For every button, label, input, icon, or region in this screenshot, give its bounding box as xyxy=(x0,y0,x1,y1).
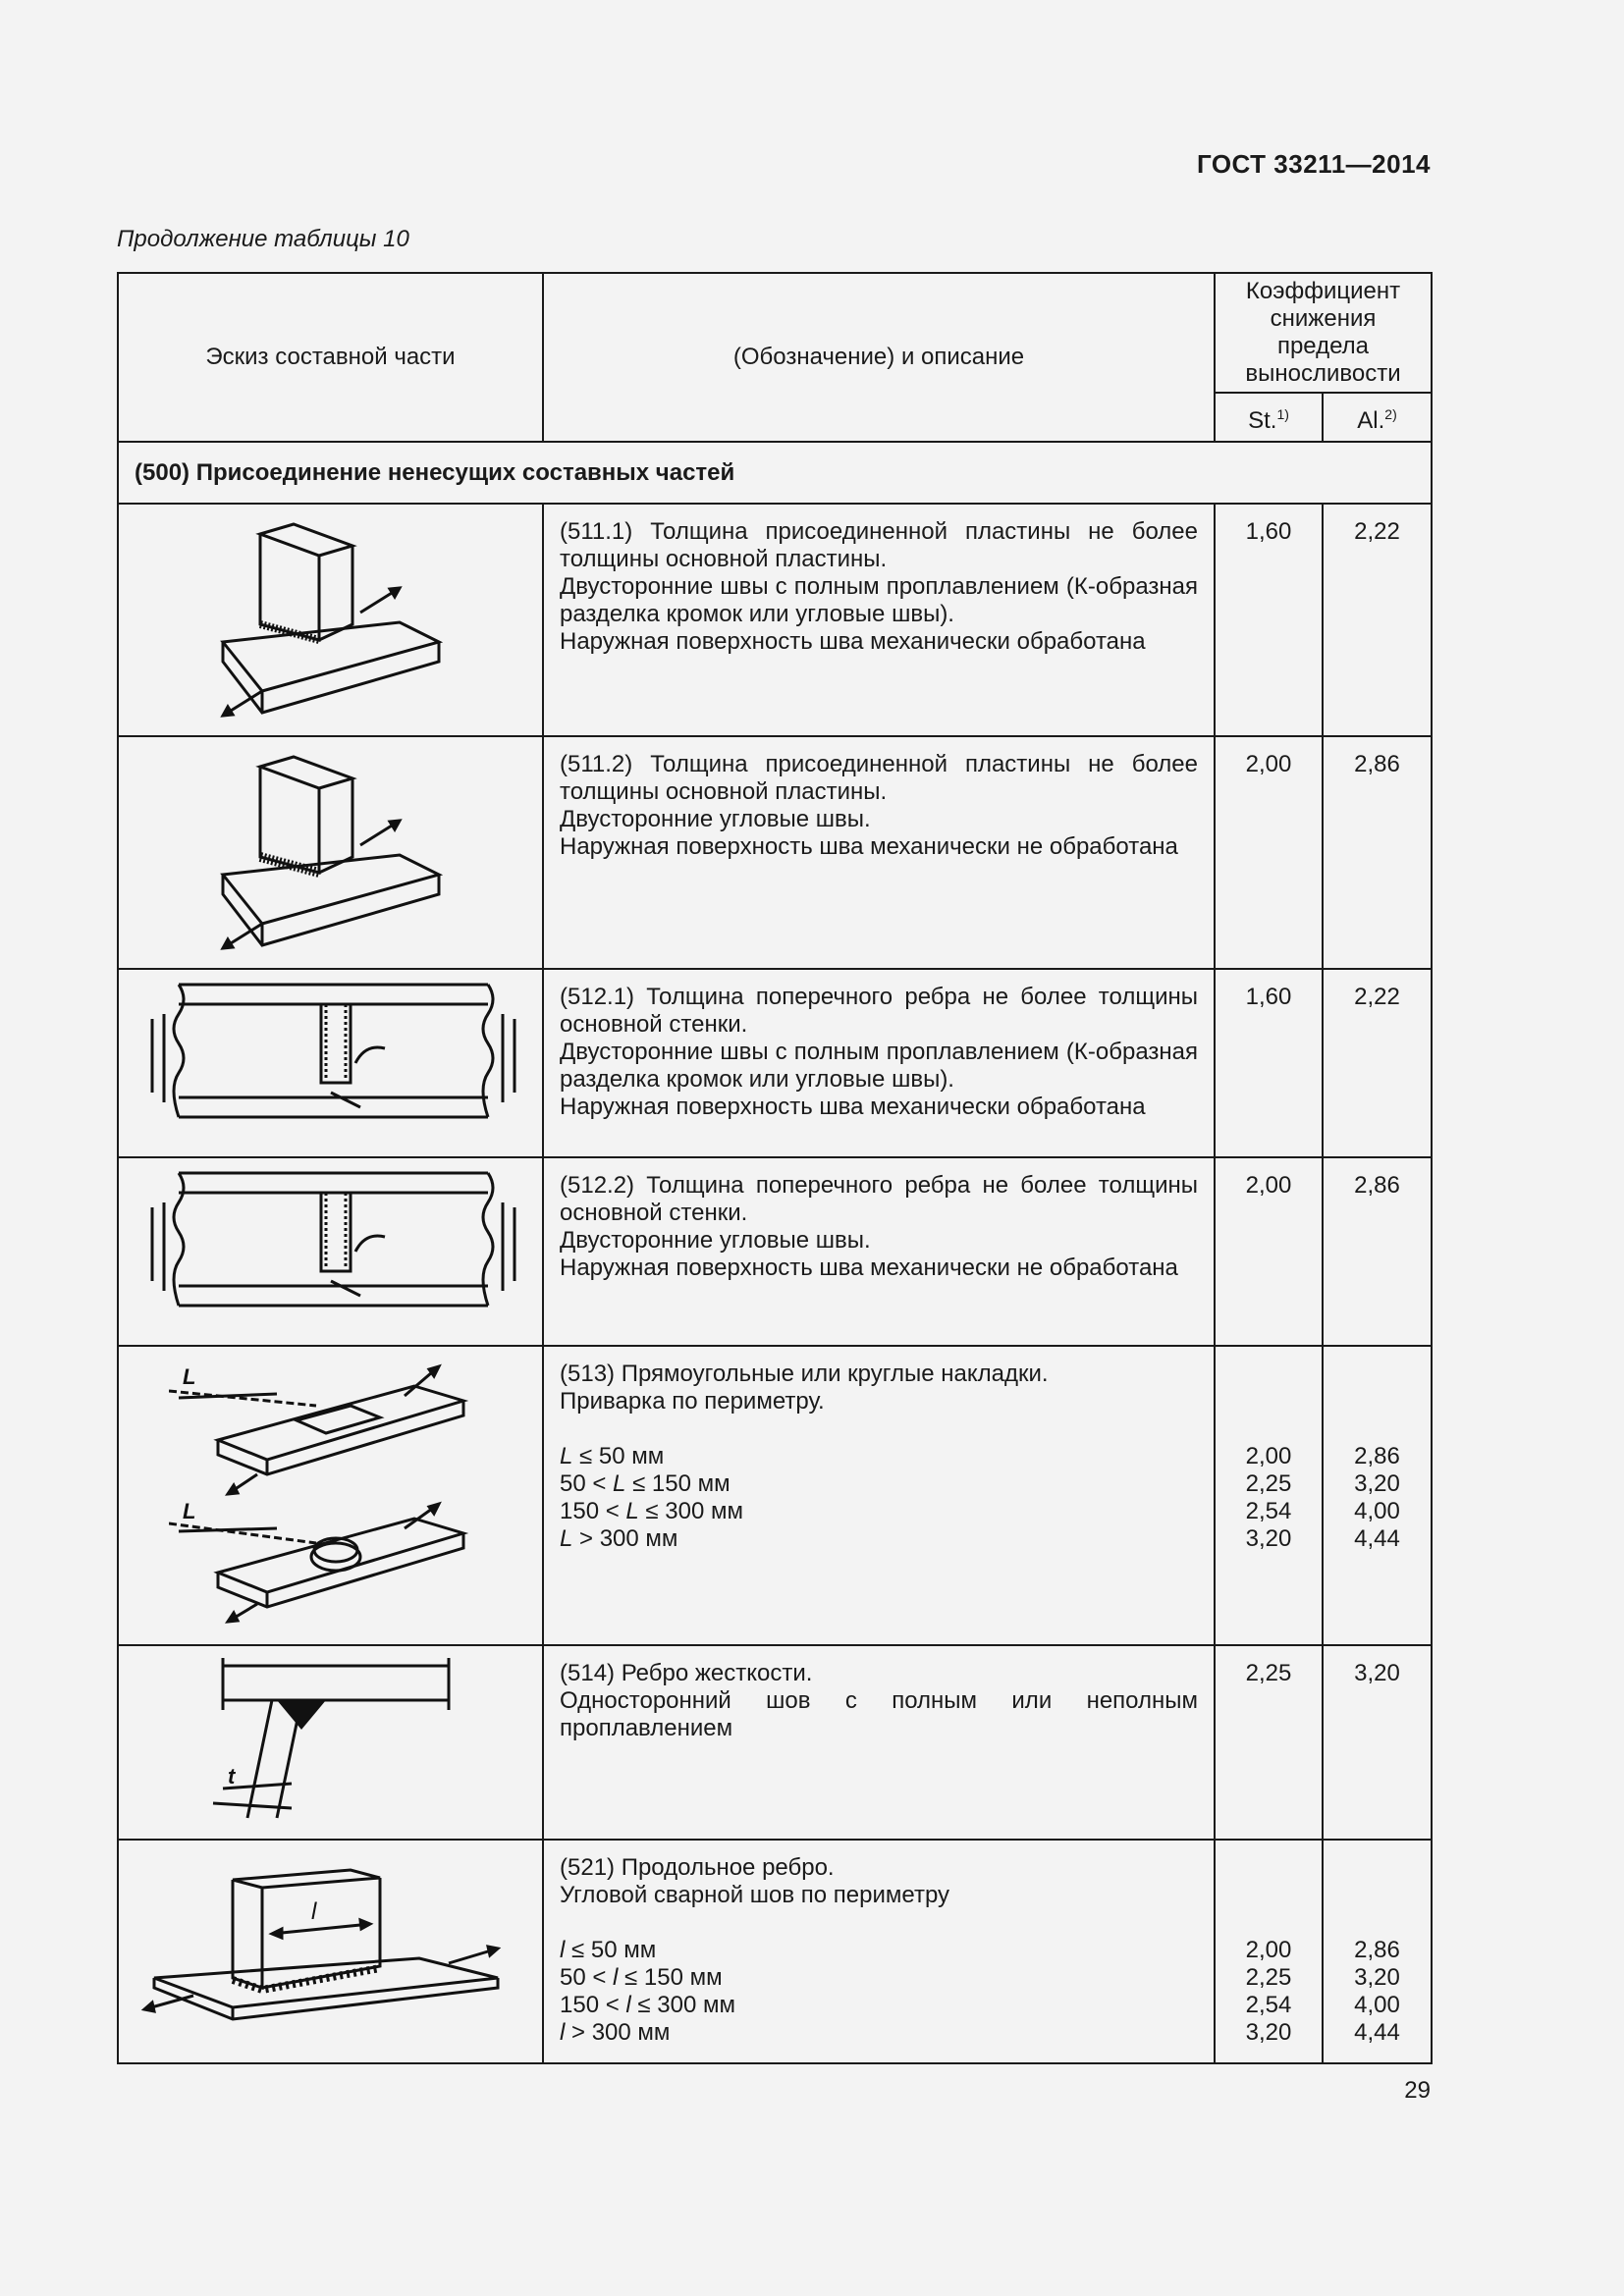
description-512-2: (512.2) Толщина поперечного ребра не более толщины основной стенки. Двусторонние угловые швы. Наружная поверхность шва механически не обработана xyxy=(543,1157,1215,1346)
sketch-513 xyxy=(118,1346,543,1645)
description-512-1: (512.1) Толщина поперечного ребра не более толщины основной стенки. Двусторонние швы с полным проплавлением (К-образная разделка кромок или угловые швы). Наружная поверхность шва механически обработана xyxy=(543,969,1215,1157)
table-continuation-caption: Продолжение таблицы 10 xyxy=(117,226,409,252)
plate-weld-sketch xyxy=(203,737,459,953)
al-value: 3,20 xyxy=(1323,1645,1432,1840)
description-511-2: (511.2) Толщина присоединенной пластины не более толщины основной пластины. Двусторонние угловые швы. Наружная поверхность шва механически не обработана xyxy=(543,736,1215,969)
longitudinal-rib-sketch xyxy=(135,1841,527,2047)
al-value: 2,22 xyxy=(1323,969,1432,1157)
st-value: 1,60 xyxy=(1215,504,1323,736)
header-aluminium: Al.$^{2)}$ xyxy=(1323,393,1432,442)
st-values: 2,00 2,25 2,54 3,20 xyxy=(1215,1840,1323,2063)
st-value: 1,60 xyxy=(1215,969,1323,1157)
description-521: (521) Продольное ребро. Угловой сварной шов по периметру l ≤ 50 мм 50 < l ≤ 150 мм 150 < l ≤ 300 мм l > 300 мм xyxy=(543,1840,1215,2063)
table-row xyxy=(118,1157,1432,1346)
header-description: (Обозначение) и описание xyxy=(543,273,1215,442)
sketch-label-L: L xyxy=(182,1364,195,1389)
stiffener-beam-sketch xyxy=(135,1158,527,1325)
sketch-512-1 xyxy=(118,969,543,1157)
sketch-511-1 xyxy=(118,504,543,736)
al-values: 2,86 3,20 4,00 4,44 xyxy=(1323,1346,1432,1645)
al-values: 2,86 3,20 4,00 4,44 xyxy=(1323,1840,1432,2063)
cover-plate-sketch xyxy=(169,1347,493,1627)
stiffener-beam-sketch xyxy=(135,970,527,1137)
sketch-label-t: t xyxy=(227,1764,235,1789)
header-steel: St.$^{1)}$ xyxy=(1215,393,1323,442)
table-row xyxy=(118,1840,1432,2063)
sketch-label-L: L xyxy=(182,1499,195,1523)
description-514: (514) Ребро жесткости. Односторонний шов с полным или неполным проплавлением xyxy=(543,1645,1215,1840)
sketch-521 xyxy=(118,1840,543,2063)
al-value: 2,22 xyxy=(1323,504,1432,736)
st-values: 2,00 2,25 2,54 3,20 xyxy=(1215,1346,1323,1645)
table-row xyxy=(118,969,1432,1157)
table-row xyxy=(118,1645,1432,1840)
sketch-label-l: l xyxy=(310,1898,316,1925)
document-code: ГОСТ 33211—2014 xyxy=(1196,149,1431,179)
st-value: 2,25 xyxy=(1215,1645,1323,1840)
section-title: (500) Присоединение ненесущих составных частей xyxy=(118,442,1432,504)
table-header-row xyxy=(118,273,1432,393)
st-value: 2,00 xyxy=(1215,736,1323,969)
table-row xyxy=(118,1346,1432,1645)
page-number: 29 xyxy=(1404,2077,1431,2104)
description-511-1: (511.1) Толщина присоединенной пластины не более толщины основной пластины. Двусторонние швы с полным проплавлением (К-образная разделка кромок или угловые швы). Наружная поверхность шва механически обработана xyxy=(543,504,1215,736)
stiffener-sketch xyxy=(193,1646,468,1823)
fatigue-coefficient-table xyxy=(117,272,1433,2064)
header-coefficient: Коэффициент снижения предела выносливости xyxy=(1215,273,1432,393)
sketch-511-2 xyxy=(118,736,543,969)
sketch-512-2 xyxy=(118,1157,543,1346)
table-row xyxy=(118,504,1432,736)
al-value: 2,86 xyxy=(1323,736,1432,969)
plate-weld-sketch xyxy=(203,505,459,721)
sketch-514 xyxy=(118,1645,543,1840)
table-row xyxy=(118,736,1432,969)
st-value: 2,00 xyxy=(1215,1157,1323,1346)
description-513: (513) Прямоугольные или круглые накладки. Приварка по периметру. L ≤ 50 мм 50 < L ≤ 150 мм 150 < L ≤ 300 мм L > 300 мм xyxy=(543,1346,1215,1645)
al-value: 2,86 xyxy=(1323,1157,1432,1346)
header-sketch: Эскиз составной части xyxy=(118,273,543,442)
